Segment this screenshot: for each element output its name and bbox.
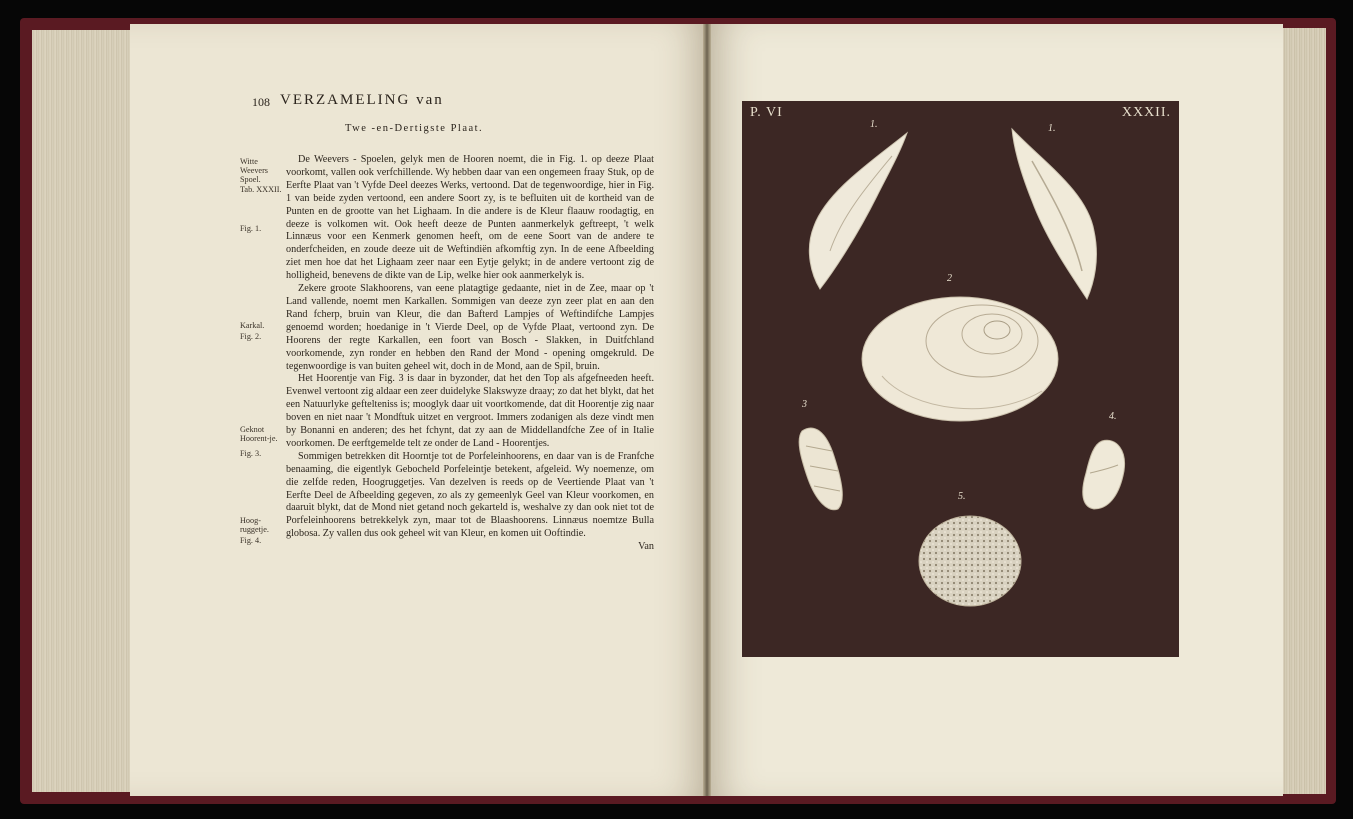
- spindle-shell-left-illustration: [809, 133, 907, 289]
- margin-note: Fig. 3.: [240, 449, 262, 458]
- paragraph: Zekere groote Slakhoorens, van eene platagtige gedaante, niet in de Zee, maar op 't Land vallende, noemt men Karkallen. Sommigen van deeze zyn zeer plat en aan den Rand fcherp, bruin van Kleur, die dan Bafterd Lampjes of Weftindifche Lampjes genoemd worden; hoedanige in 't Vierde Deel, op de Vyfde Plaat, vertoond zyn. De Hoorens der regte Karkallen, een foort van Bosch - Slakken, in Duitfchland voorkomende, zyn ronder en hebben den Rand der Mond - opening omgekruld. De tegenwoordige is van buiten geheel wit, doch in de Mond, aan de Spil, bruin.: [286, 283, 654, 372]
- catchword: Van: [638, 541, 654, 553]
- shell-illustrations: [742, 101, 1179, 657]
- plate-label-left: P. VI: [750, 105, 783, 120]
- bubble-shell-illustration: [1083, 440, 1125, 509]
- margin-note: Fig. 4.: [240, 536, 262, 545]
- plate-label-right: XXXII.: [1121, 105, 1171, 120]
- figure-number: 3: [802, 399, 807, 410]
- margin-note: Fig. 1.: [240, 224, 262, 233]
- figure-number: 5.: [958, 491, 966, 502]
- plate-heading: Twe -en-Dertigste Plaat.: [345, 123, 484, 134]
- page-number: 108: [252, 95, 270, 109]
- engraved-plate: [742, 101, 1179, 657]
- margin-note: Hoog-ruggetje.: [240, 516, 269, 534]
- body-text: [286, 154, 654, 554]
- book-gutter: [703, 24, 711, 796]
- truncated-shell-illustration: [799, 428, 842, 510]
- textured-shell-illustration: [919, 516, 1021, 606]
- paragraph: Het Hoorentje van Fig. 3 is daar in byzonder, dat het den Top als afgefneeden heeft. Evenwel vertoont zig aldaar een zeer duidelyke Slakswyze draay; zo dat het blykt, dat het een Natuurlyke geftelteniss is; mooglyk daar uit voortkomende, dat dit Hoorentje zig naar boven en niet naar 't Mondftuk uitzet en vergroot. Immers zodanigen als deze vindt men by Bonanni en anderen; des het fchynt, dat zy aan de Middellandfche Zee of in Italie voorkomen. De eerftgemelde telt ze onder de Land - Hoorentjes.: [286, 373, 654, 449]
- paragraph: De Weevers - Spoelen, gelyk men de Hooren noemt, die in Fig. 1. op deeze Plaat voorkomt, vallen ook verfchillende. Wy hebben daar van een ongemeen fraay Stuk, op de Eerfte Plaat van 't Vyfde Deel deezes Werks, vertoond. Dat de tegenwoordige, hier in Fig. 1 van beide zyden vertoond, een andere Soort zy, is te befluiten uit de kortheid van de Punten en de grootte van het Lighaam. In die andere is de Kleur flaauw roodagtig, en deeze is volkomen wit. Ook heeft deeze de Punten aanmerkelyk geftreept, 't welk Linnæus voor een Kenmerk genomen heeft, om de eene Soort van de andere te onderfcheiden, en zoude deeze uit de Weftindiën afkomftig zyn. In de eene Afbeelding ziet men hoe dat het Lighaam zeer naar een Eytje gelykt; in de andere vertoont zig de holligheid, benevens de dikte van de Lip, welke hier ook aanmerkelyk is.: [286, 154, 654, 282]
- running-title: VERZAMELING van: [280, 92, 444, 108]
- figure-number: 1.: [1048, 123, 1056, 134]
- figure-number: 4.: [1109, 411, 1117, 422]
- paragraph: Sommigen betrekken dit Hoorntje tot de Porfeleinhoorens, en daar van is de Franfche benaaming, die eigentlyk Gebocheld Porfeleintje betekent, afgeleid. Wy noemenze, om die zelfde reden, Hoogruggetjes. Van dezelven is reeds op de Veertiende Plaat van 't Eerfte Deel de Afbeelding gegeven, zo als zy gemeenlyk Geel van Kleur voorkomen, en daaruit blykt, dat de Mond niet getand noch gekarteld is, weshalve zy dan ook niet tot de Porfeleinhoorens betrekkelyk zyn, maar tot de Blaashoorens. Linnæus noemtze Bulla globosa. Zy vallen dus ook geheel wit van Kleur, en komen uit Ooftindie.: [286, 450, 654, 540]
- margin-note: Karkal.: [240, 321, 265, 330]
- margin-note: Tab. XXXII.: [240, 185, 282, 194]
- margin-note: Geknot Hoorent-je.: [240, 425, 278, 443]
- spindle-shell-right-illustration: [1012, 129, 1096, 299]
- snail-shell-illustration: [862, 297, 1058, 421]
- figure-number: 1.: [870, 119, 878, 130]
- figure-number: 2: [947, 273, 952, 284]
- page-edges-left: [32, 30, 142, 792]
- margin-note: Fig. 2.: [240, 332, 262, 341]
- margin-note: Witte Weevers Spoel.: [240, 157, 268, 184]
